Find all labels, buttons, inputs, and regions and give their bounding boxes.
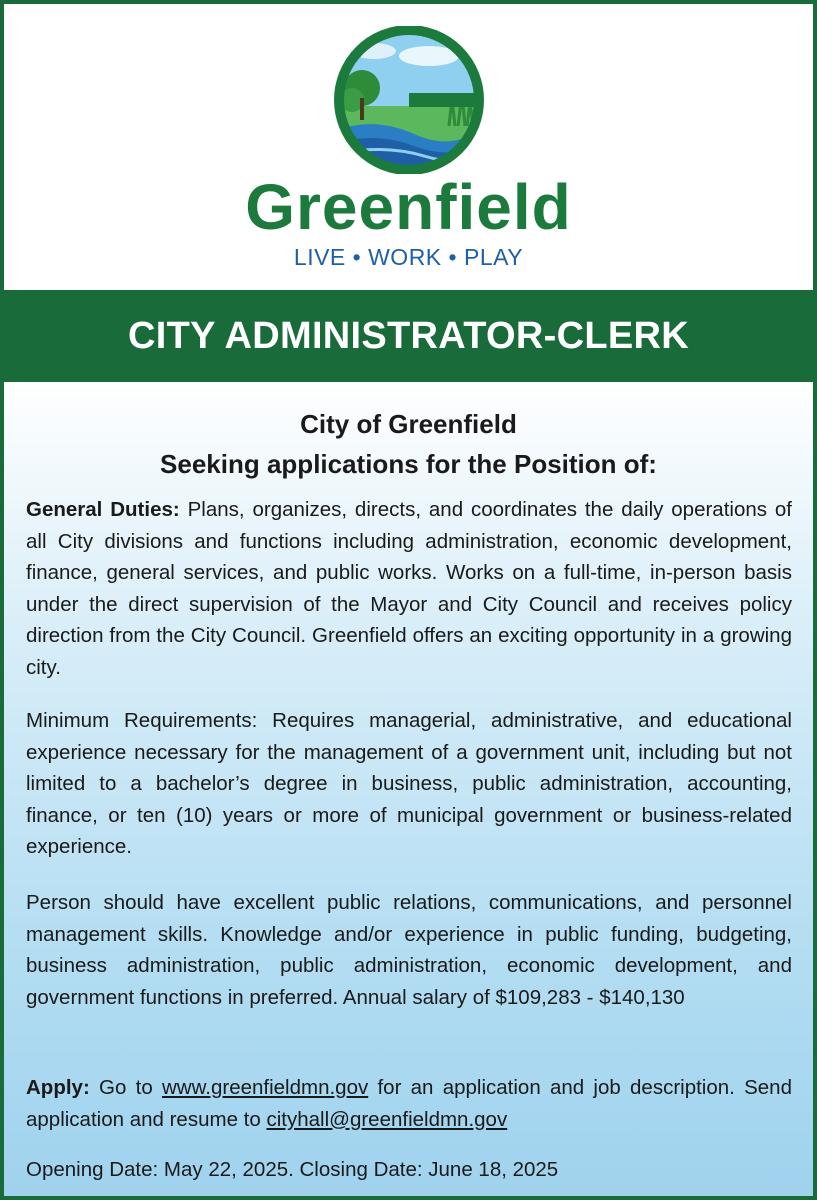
email-link[interactable]: cityhall@greenfieldmn.gov [266, 1107, 508, 1131]
page-title: CITY ADMINISTRATOR-CLERK [127, 314, 689, 357]
greenfield-logo-icon [334, 26, 484, 174]
tagline: LIVE • WORK • PLAY [293, 244, 524, 270]
apply-paragraph [26, 1072, 792, 1135]
dates-line: Opening Date: May 22, 2025. Closing Date: June 18, 2025 [26, 1158, 559, 1181]
apply-label: Apply: [26, 1076, 90, 1099]
general-duties-text: Plans, organizes, directs, and coordinates the daily operations of all City divisions and functions including administration, economic development, finance, general services, and public works. Works on a full-time, in-person basis under the direct supervision of the Mayor and City Council and receives policy direction from the City Council. Greenfield offers an exciting opportunity in a growing city. [26, 498, 792, 679]
general-duties-paragraph [26, 494, 792, 683]
content-area [4, 382, 813, 1200]
website-link[interactable]: www.greenfieldmn.gov [161, 1076, 369, 1099]
apply-text-middle: for an application and job description. Send application and resume to [26, 1076, 792, 1131]
apply-text-before: Go to [99, 1076, 153, 1099]
subheading-city: City of Greenfield [300, 409, 517, 439]
title-banner [4, 290, 813, 382]
header [4, 4, 813, 290]
minimum-requirements-paragraph: Minimum Requirements: Requires managerial, administrative, and educational experience necessary for the management of a government unit, including but not limited to a bachelor’s degree in business, public administration, accounting, finance, or ten (10) years or more of municipal government or business-related experience. [26, 709, 792, 858]
brand-name: Greenfield [245, 171, 572, 243]
general-duties-label: General Duties: [26, 498, 180, 521]
subheading-seeking: Seeking applications for the Position of: [160, 449, 657, 479]
qualifications-paragraph: Person should have excellent public relations, communications, and personnel management skills. Knowledge and/or experience in public funding, budgeting, business administration, public administration, economic development, and government functions in preferred. Annual salary of $109,283 - $140,130 [26, 891, 792, 1009]
